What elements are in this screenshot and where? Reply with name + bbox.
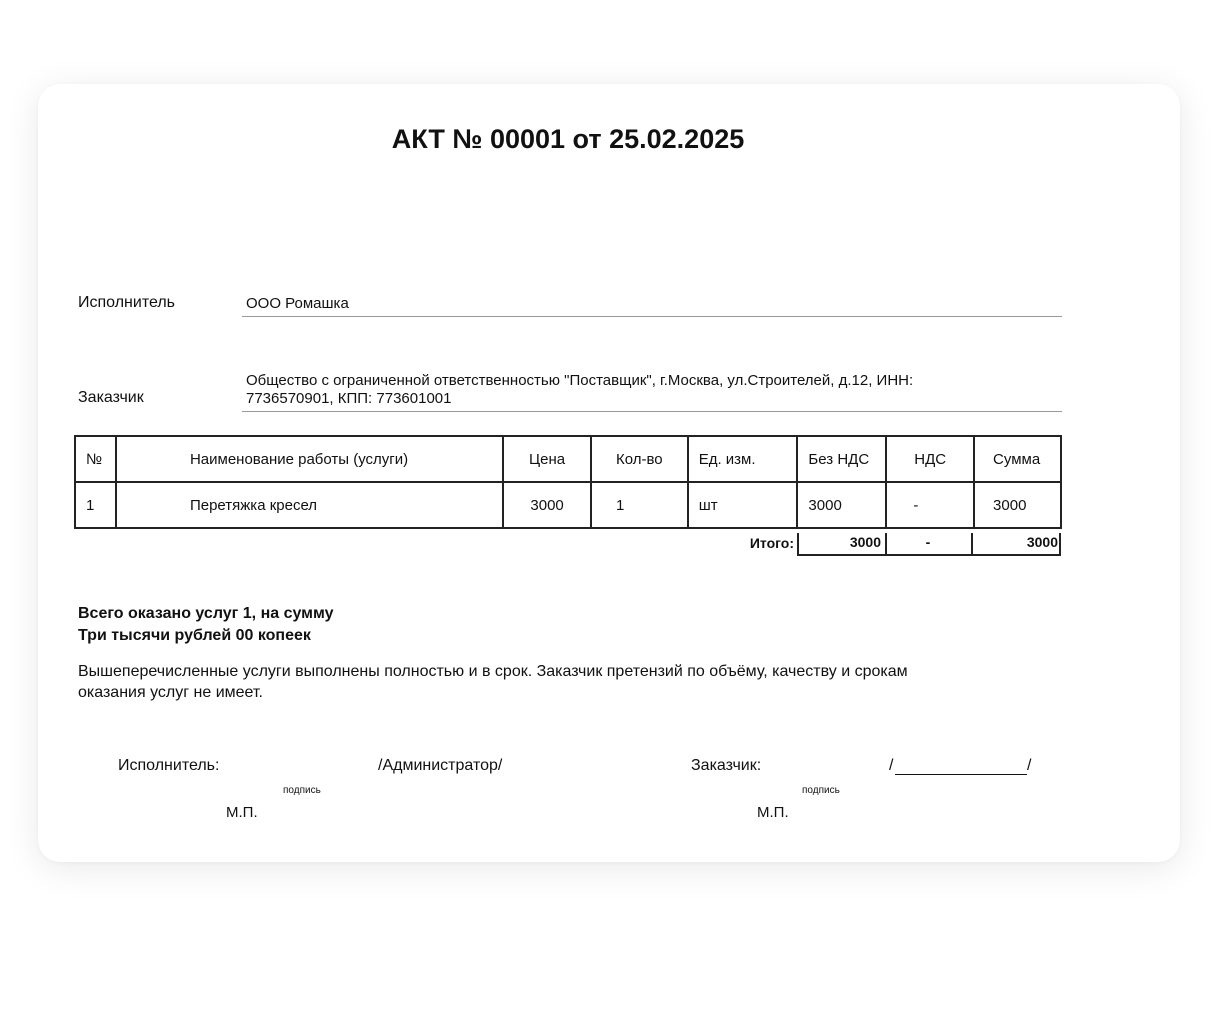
customer-value-line2: 7736570901, КПП: 773601001 xyxy=(246,390,452,407)
executor-value: ООО Ромашка xyxy=(246,295,349,312)
summary-line1: Всего оказано услуг 1, на сумму xyxy=(78,605,334,622)
totals-vat: - xyxy=(885,533,973,556)
document-title: АКТ № 00001 от 25.02.2025 xyxy=(391,124,745,154)
header-number: № xyxy=(75,436,116,482)
statement-line1: Вышеперечисленные услуги выполнены полностью и в срок. Заказчик претензий по объёму, качеству и срокам xyxy=(78,663,908,680)
cell-qty: 1 xyxy=(591,482,688,528)
statement-line2: оказания услуг не имеет. xyxy=(78,684,263,701)
table-row xyxy=(75,482,1061,528)
executor-label: Исполнитель xyxy=(78,294,176,311)
customer-stamp: М.П. xyxy=(757,804,789,821)
cell-unit: шт xyxy=(688,482,798,528)
customer-value-line1: Общество с ограниченной ответственностью "Поставщик", г.Москва, ул.Строителей, д.12, ИНН: xyxy=(246,372,914,389)
customer-signature-close-slash: / xyxy=(1027,757,1032,774)
cell-vat: - xyxy=(886,482,974,528)
totals-without-vat: 3000 xyxy=(797,533,887,556)
summary-line2: Три тысячи рублей 00 копеек xyxy=(78,627,311,644)
totals-label: Итого: xyxy=(749,535,794,551)
customer-signature-open-slash: / xyxy=(889,757,894,774)
cell-name: Перетяжка кресел xyxy=(116,482,503,528)
cell-price: 3000 xyxy=(503,482,591,528)
customer-underline xyxy=(242,411,1062,412)
header-qty: Кол-во xyxy=(591,436,688,482)
executor-signature: /Администратор/ xyxy=(378,757,503,774)
header-name: Наименование работы (услуги) xyxy=(116,436,503,482)
executor-stamp: М.П. xyxy=(226,804,258,821)
services-table xyxy=(74,435,1062,529)
customer-signature-label: Заказчик: xyxy=(691,757,762,774)
header-without-vat: Без НДС xyxy=(797,436,886,482)
header-vat: НДС xyxy=(886,436,974,482)
table-header-row xyxy=(75,436,1061,482)
executor-signature-label: Исполнитель: xyxy=(118,757,220,774)
cell-number: 1 xyxy=(75,482,116,528)
customer-sign-caption: подпись xyxy=(802,785,840,796)
totals-sum: 3000 xyxy=(973,533,1061,556)
executor-underline xyxy=(242,316,1062,317)
customer-signature-line xyxy=(895,774,1027,775)
header-price: Цена xyxy=(503,436,591,482)
header-unit: Ед. изм. xyxy=(688,436,798,482)
cell-without-vat: 3000 xyxy=(797,482,886,528)
cell-sum: 3000 xyxy=(974,482,1061,528)
header-sum: Сумма xyxy=(974,436,1061,482)
customer-label: Заказчик xyxy=(78,389,144,406)
executor-sign-caption: подпись xyxy=(283,785,321,796)
